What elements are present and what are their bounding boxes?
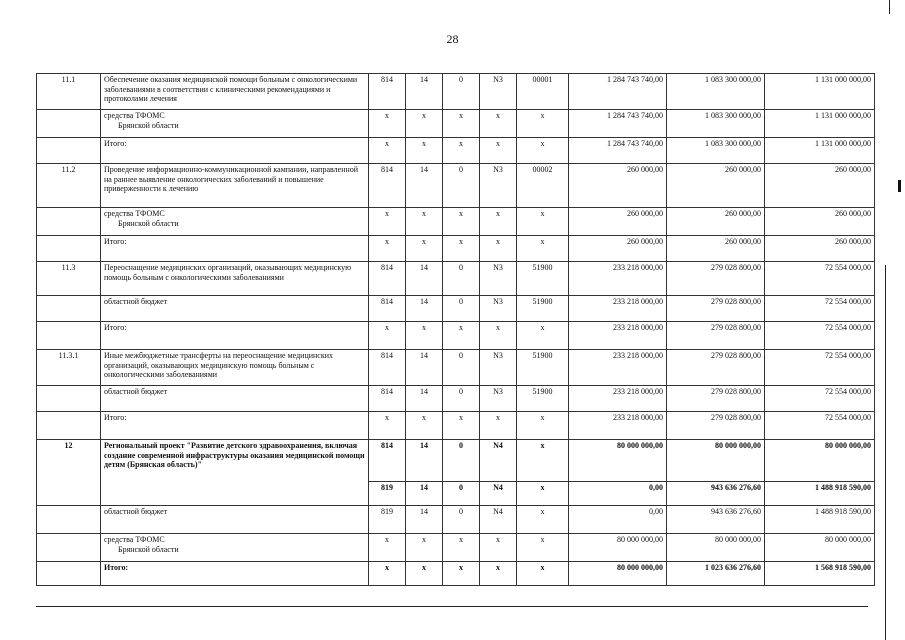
row-number — [37, 322, 101, 350]
code-cell: x — [443, 562, 480, 586]
amount-cell: 279 028 800,00 — [667, 350, 765, 386]
code-cell: x — [406, 110, 443, 138]
amount-cell: 943 636 276,60 — [667, 482, 765, 506]
code-cell: x — [517, 322, 569, 350]
amount-cell: 260 000,00 — [765, 164, 875, 208]
code-cell: x — [480, 110, 517, 138]
code-cell: 51900 — [517, 350, 569, 386]
amount-cell: 1 131 000 000,00 — [765, 74, 875, 110]
code-cell: x — [443, 138, 480, 164]
table-row — [37, 296, 875, 322]
code-cell: x — [369, 412, 406, 440]
amount-cell: 1 023 636 276,60 — [667, 562, 765, 586]
table-row — [37, 138, 875, 164]
code-cell: 814 — [369, 296, 406, 322]
code-cell: 14 — [406, 74, 443, 110]
source-label: средства ТФОМС — [104, 209, 165, 218]
amount-cell: 80 000 000,00 — [569, 534, 667, 562]
code-cell: x — [406, 534, 443, 562]
row-number — [37, 296, 101, 322]
row-name — [101, 208, 369, 236]
code-cell: x — [443, 110, 480, 138]
amount-cell: 279 028 800,00 — [667, 296, 765, 322]
table-row — [37, 562, 875, 586]
code-cell: x — [480, 208, 517, 236]
amount-cell: 260 000,00 — [569, 236, 667, 262]
code-cell: N3 — [480, 296, 517, 322]
table-row — [37, 322, 875, 350]
code-cell: 0 — [443, 262, 480, 296]
code-cell: x — [406, 138, 443, 164]
code-cell: 0 — [443, 296, 480, 322]
row-name: Обеспечение оказания медицинской помощи больным с онкологическими заболеваниями в соответствии с клиническими рекомендациями и протоколами лечения — [101, 74, 369, 110]
code-cell: x — [369, 208, 406, 236]
row-number — [37, 412, 101, 440]
code-cell: x — [369, 138, 406, 164]
code-cell: 0 — [443, 506, 480, 534]
source-sub-label: Брянской области — [118, 544, 179, 554]
row-number: 11.1 — [37, 74, 101, 110]
row-number: 11.2 — [37, 164, 101, 208]
code-cell: x — [480, 412, 517, 440]
code-cell: 0 — [443, 386, 480, 412]
amount-cell: 1 083 300 000,00 — [667, 74, 765, 110]
code-cell: x — [517, 236, 569, 262]
code-cell: x — [480, 236, 517, 262]
code-cell: x — [480, 322, 517, 350]
row-name — [101, 110, 369, 138]
scan-mark — [898, 180, 901, 192]
code-cell: x — [443, 534, 480, 562]
code-cell: 51900 — [517, 262, 569, 296]
code-cell: 814 — [369, 440, 406, 482]
code-cell: x — [443, 412, 480, 440]
amount-cell: 233 218 000,00 — [569, 412, 667, 440]
code-cell: 14 — [406, 506, 443, 534]
row-name: областной бюджет — [101, 296, 369, 322]
row-name: Иные межбюджетные трансферты на переоснащение медицинских организаций, оказывающих медицинскую помощь больным с онкологическими заболеваниями — [101, 350, 369, 386]
amount-cell: 279 028 800,00 — [667, 386, 765, 412]
table-row — [37, 74, 875, 110]
code-cell: 814 — [369, 350, 406, 386]
amount-cell: 1 284 743 740,00 — [569, 74, 667, 110]
code-cell: 14 — [406, 164, 443, 208]
row-name: Итого: — [101, 236, 369, 262]
amount-cell: 0,00 — [569, 506, 667, 534]
code-cell: x — [406, 322, 443, 350]
code-cell: x — [443, 236, 480, 262]
code-cell: N3 — [480, 164, 517, 208]
row-number: 11.3.1 — [37, 350, 101, 386]
amount-cell: 260 000,00 — [667, 236, 765, 262]
row-number — [37, 110, 101, 138]
table-row — [37, 236, 875, 262]
row-number — [37, 138, 101, 164]
amount-cell: 72 554 000,00 — [765, 322, 875, 350]
code-cell: 14 — [406, 482, 443, 506]
code-cell: N4 — [480, 506, 517, 534]
amount-cell: 279 028 800,00 — [667, 322, 765, 350]
code-cell: 819 — [369, 506, 406, 534]
amount-cell: 260 000,00 — [765, 208, 875, 236]
row-name: Итого: — [101, 138, 369, 164]
amount-cell: 279 028 800,00 — [667, 262, 765, 296]
amount-cell: 1 488 918 590,00 — [765, 482, 875, 506]
code-cell: x — [406, 236, 443, 262]
amount-cell: 72 554 000,00 — [765, 386, 875, 412]
amount-cell: 80 000 000,00 — [569, 562, 667, 586]
code-cell: 14 — [406, 296, 443, 322]
table-row — [37, 208, 875, 236]
row-name — [101, 534, 369, 562]
amount-cell: 0,00 — [569, 482, 667, 506]
row-name: Проведение информационно-коммуникационной кампании, направленной на раннее выявление онкологических заболеваний и повышение приверженности к лечению — [101, 164, 369, 208]
amount-cell: 260 000,00 — [667, 208, 765, 236]
source-sub-label: Брянской области — [118, 218, 179, 228]
row-number — [37, 236, 101, 262]
table-row — [37, 506, 875, 534]
code-cell: x — [517, 534, 569, 562]
row-number: 11.3 — [37, 262, 101, 296]
table-row — [37, 412, 875, 440]
code-cell: 51900 — [517, 386, 569, 412]
amount-cell: 1 131 000 000,00 — [765, 110, 875, 138]
code-cell: 0 — [443, 164, 480, 208]
table-row — [37, 262, 875, 296]
code-cell: x — [517, 110, 569, 138]
amount-cell: 279 028 800,00 — [667, 412, 765, 440]
code-cell: x — [480, 534, 517, 562]
code-cell: x — [480, 138, 517, 164]
amount-cell: 233 218 000,00 — [569, 350, 667, 386]
code-cell: 00002 — [517, 164, 569, 208]
table-row — [37, 164, 875, 208]
amount-cell: 260 000,00 — [765, 236, 875, 262]
row-name: Переоснащение медицинских организаций, оказывающих медицинскую помощь больным с онкологическими заболеваниями — [101, 262, 369, 296]
amount-cell: 1 083 300 000,00 — [667, 110, 765, 138]
code-cell: N3 — [480, 350, 517, 386]
row-number: 12 — [37, 440, 101, 506]
row-name: Итого: — [101, 562, 369, 586]
row-name: Региональный проект "Развитие детского здравоохранения, включая создание современной инфраструктуры оказания медицинской помощи детям (Брянская область)" — [101, 440, 369, 506]
source-sub-label: Брянской области — [118, 120, 179, 130]
code-cell: 814 — [369, 386, 406, 412]
code-cell: 0 — [443, 350, 480, 386]
row-number — [37, 562, 101, 586]
code-cell: x — [443, 322, 480, 350]
amount-cell: 80 000 000,00 — [569, 440, 667, 482]
code-cell: 814 — [369, 262, 406, 296]
code-cell: x — [406, 412, 443, 440]
right-edge-line — [885, 265, 886, 640]
code-cell: 14 — [406, 440, 443, 482]
code-cell: x — [406, 562, 443, 586]
row-name: областной бюджет — [101, 386, 369, 412]
code-cell: x — [369, 236, 406, 262]
code-cell: x — [517, 440, 569, 482]
code-cell: x — [517, 482, 569, 506]
row-name: Итого: — [101, 412, 369, 440]
code-cell: x — [443, 208, 480, 236]
row-name: Итого: — [101, 322, 369, 350]
code-cell: x — [517, 412, 569, 440]
amount-cell: 80 000 000,00 — [765, 534, 875, 562]
code-cell: x — [517, 208, 569, 236]
code-cell: 0 — [443, 74, 480, 110]
code-cell: N4 — [480, 482, 517, 506]
code-cell: x — [369, 534, 406, 562]
code-cell: 00001 — [517, 74, 569, 110]
amount-cell: 1 284 743 740,00 — [569, 138, 667, 164]
code-cell: x — [369, 110, 406, 138]
right-edge-line-top — [889, 0, 890, 14]
code-cell: x — [406, 208, 443, 236]
code-cell: x — [369, 322, 406, 350]
amount-cell: 1 083 300 000,00 — [667, 138, 765, 164]
amount-cell: 72 554 000,00 — [765, 350, 875, 386]
amount-cell: 233 218 000,00 — [569, 262, 667, 296]
table-row — [37, 440, 875, 482]
amount-cell: 1 284 743 740,00 — [569, 110, 667, 138]
table-row — [37, 386, 875, 412]
code-cell: 814 — [369, 74, 406, 110]
table-row — [37, 110, 875, 138]
code-cell: x — [369, 562, 406, 586]
row-number — [37, 506, 101, 534]
code-cell: 0 — [443, 482, 480, 506]
row-number — [37, 534, 101, 562]
amount-cell: 72 554 000,00 — [765, 262, 875, 296]
code-cell: 14 — [406, 262, 443, 296]
table-row — [37, 350, 875, 386]
amount-cell: 943 636 276,60 — [667, 506, 765, 534]
amount-cell: 1 568 918 590,00 — [765, 562, 875, 586]
amount-cell: 233 218 000,00 — [569, 386, 667, 412]
code-cell: 819 — [369, 482, 406, 506]
code-cell: x — [517, 138, 569, 164]
code-cell: N3 — [480, 386, 517, 412]
code-cell: 14 — [406, 350, 443, 386]
code-cell: 14 — [406, 386, 443, 412]
page-number: 28 — [446, 32, 459, 46]
code-cell: 51900 — [517, 296, 569, 322]
row-number — [37, 208, 101, 236]
code-cell: N4 — [480, 440, 517, 482]
table-row — [37, 534, 875, 562]
code-cell: 814 — [369, 164, 406, 208]
amount-cell: 260 000,00 — [569, 164, 667, 208]
amount-cell: 233 218 000,00 — [569, 296, 667, 322]
amount-cell: 80 000 000,00 — [765, 440, 875, 482]
amount-cell: 1 131 000 000,00 — [765, 138, 875, 164]
row-name: областной бюджет — [101, 506, 369, 534]
amount-cell: 80 000 000,00 — [667, 440, 765, 482]
source-label: средства ТФОМС — [104, 111, 165, 120]
amount-cell: 80 000 000,00 — [667, 534, 765, 562]
row-number — [37, 386, 101, 412]
bottom-edge-line — [36, 606, 868, 607]
amount-cell: 260 000,00 — [569, 208, 667, 236]
code-cell: 0 — [443, 440, 480, 482]
code-cell: x — [480, 562, 517, 586]
amount-cell: 72 554 000,00 — [765, 296, 875, 322]
code-cell: x — [517, 562, 569, 586]
source-label: средства ТФОМС — [104, 535, 165, 544]
budget-table — [36, 73, 875, 586]
amount-cell: 233 218 000,00 — [569, 322, 667, 350]
amount-cell: 72 554 000,00 — [765, 412, 875, 440]
code-cell: x — [517, 506, 569, 534]
amount-cell: 1 488 918 590,00 — [765, 506, 875, 534]
amount-cell: 260 000,00 — [667, 164, 765, 208]
code-cell: N3 — [480, 262, 517, 296]
code-cell: N3 — [480, 74, 517, 110]
